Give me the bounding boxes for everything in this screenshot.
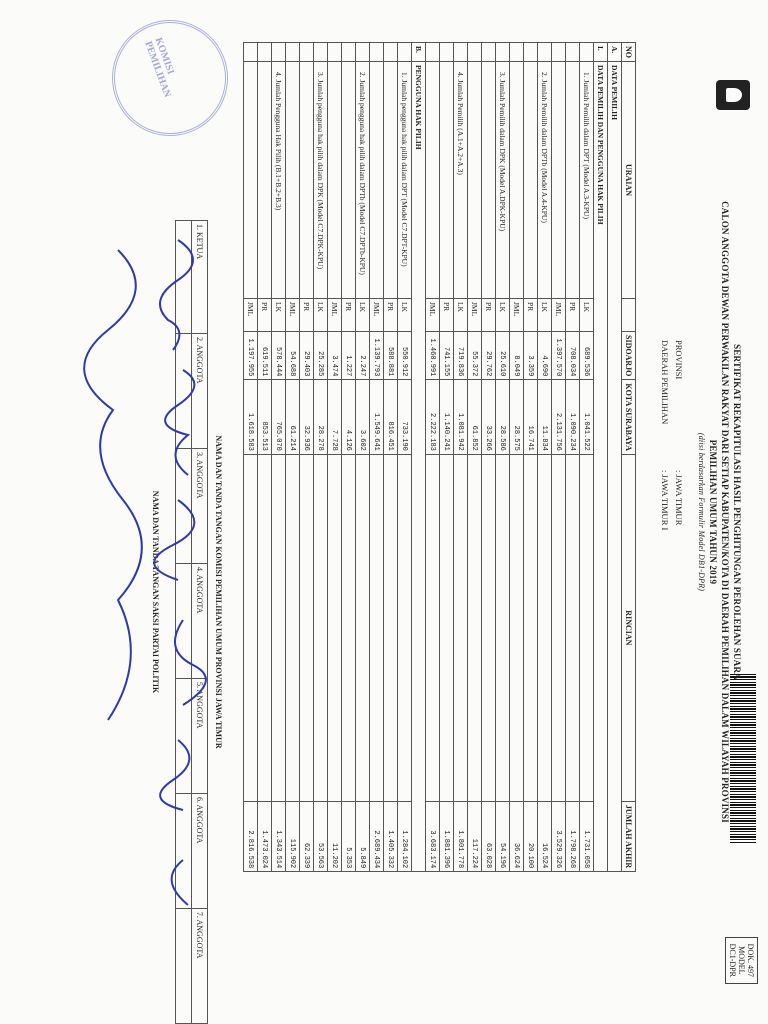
row-label: 4. Jumlah Pemilih (A.1+A.2+A.3)	[454, 62, 468, 299]
row-surabaya: 1.041.522	[580, 380, 594, 455]
row-gender: JML	[370, 299, 384, 332]
row-total: 5.353	[342, 801, 356, 871]
row-total: 1.284.102	[398, 801, 412, 871]
row-sidoarjo: 1.197.955	[244, 332, 258, 380]
row-label: 3. Jumlah pengguna hak pilih dalam DPK (Model C7.DPK-KPU)	[314, 62, 328, 299]
row-surabaya: 32.936	[300, 380, 314, 455]
col-surabaya: KOTA SURABAYA	[622, 380, 636, 455]
item-1-label: DATA PEMILIH DAN PENGGUNA HAK PILIH	[594, 62, 608, 872]
row-total: 3.683.174	[426, 801, 440, 871]
stamp-text: KOMISI PEMILIHAN	[142, 36, 177, 100]
row-surabaya: 33.266	[482, 380, 496, 455]
doc-form: DC1-DPR	[728, 943, 737, 977]
row-surabaya: 765.070	[272, 380, 286, 455]
row-surabaya: 16.741	[524, 380, 538, 455]
row-sidoarjo: 54.688	[286, 332, 300, 380]
kpu-role-label: 2. ANGGOTA	[192, 334, 208, 449]
row-surabaya: 11.834	[538, 380, 552, 455]
row-sidoarjo: 3.474	[328, 332, 342, 380]
col-uraian: URAIAN	[622, 62, 636, 299]
row-sidoarjo: 29.403	[300, 332, 314, 380]
saksi-signature-title: NAMA DAN TANDA TANGAN SAKSI PARTAI POLITIK	[151, 490, 160, 694]
row-gender: LK	[496, 299, 510, 332]
doc-model: MODEL	[737, 946, 746, 975]
row-surabaya: 61.852	[468, 380, 482, 455]
row-gender: JML	[552, 299, 566, 332]
provinsi-value: : JAWA TIMUR	[674, 470, 684, 526]
row-total: 1.405.332	[384, 801, 398, 871]
row-surabaya: 7.728	[328, 380, 342, 455]
row-label: 1. Jumlah pengguna hak pilih dalam DPT (Model C7.DPT-KPU)	[398, 62, 412, 299]
row-gender: PR	[482, 299, 496, 332]
provinsi-label: PROVINSI	[674, 340, 684, 380]
row-surabaya: 28.575	[510, 380, 524, 455]
row-surabaya: 1.090.234	[566, 380, 580, 455]
row-total: 1.343.514	[272, 801, 286, 871]
row-label: 4. Jumlah Pengguna Hak Pilih (B.1+B.2+B.3)	[272, 62, 286, 299]
row-sidoarjo: 1.139.793	[370, 332, 384, 380]
row-sidoarjo: 2.247	[356, 332, 370, 380]
row-surabaya: 2.131.756	[552, 380, 566, 455]
row-sidoarjo: 578.444	[272, 332, 286, 380]
title-line-1: SERTIFIKAT REKAPITULASI HASIL PENGHITUNGAN PEROLEHAN SUARA	[732, 344, 742, 680]
dapil-label: DAERAH PEMILIHAN	[660, 340, 670, 425]
col-jumlah: JUMLAH AKHIR	[622, 801, 636, 871]
row-label: 3. Jumlah Pemilih dalam DPK (Model A.DPK-KPU)	[496, 62, 510, 299]
row-surabaya: 4.126	[342, 380, 356, 455]
row-total: 2.689.434	[370, 801, 384, 871]
row-surabaya: 28.278	[314, 380, 328, 455]
row-gender: LK	[272, 299, 286, 332]
row-total: 1.798.268	[566, 801, 580, 871]
row-sidoarjo: 29.762	[482, 332, 496, 380]
row-gender: LK	[538, 299, 552, 332]
title-line-3: PEMILIHAN UMUM TAHUN 2019	[708, 439, 718, 585]
row-surabaya: 28.586	[496, 380, 510, 455]
row-gender: PR	[566, 299, 580, 332]
row-sidoarjo: 1.397.570	[552, 332, 566, 380]
row-sidoarjo: 708.034	[566, 332, 580, 380]
row-sidoarjo: 719.836	[454, 332, 468, 380]
row-total: 36.624	[510, 801, 524, 871]
row-sidoarjo: 8.049	[510, 332, 524, 380]
row-sidoarjo: 25.285	[314, 332, 328, 380]
row-surabaya: 3.602	[356, 380, 370, 455]
kpu-signature-title: NAMA DAN TANDA TANGAN KOMISI PEMILIHAN UMUM PROVINSI JAWA TIMUR	[214, 435, 223, 749]
row-total: 117.224	[468, 801, 482, 871]
row-total: 20.100	[524, 801, 538, 871]
row-total: 1.731.058	[580, 801, 594, 871]
kpu-role-label: 1. KETUA	[192, 221, 208, 334]
row-total: 115.902	[286, 801, 300, 871]
section-a-label: DATA PEMILIH	[608, 62, 622, 872]
kpu-role-label: 7. ANGGOTA	[192, 908, 208, 1023]
col-sidoarjo: SIDOARJO	[622, 332, 636, 380]
row-sidoarjo: 550.912	[398, 332, 412, 380]
row-surabaya: 1.081.942	[454, 380, 468, 455]
section-b-no: B.	[412, 43, 426, 62]
row-surabaya: 733.190	[398, 380, 412, 455]
row-sidoarjo: 741.155	[440, 332, 454, 380]
row-gender: JML	[426, 299, 440, 332]
row-surabaya: 853.513	[258, 380, 272, 455]
row-gender: PR	[524, 299, 538, 332]
row-gender: PR	[384, 299, 398, 332]
row-total: 2.816.538	[244, 801, 258, 871]
row-label: 2. Jumlah Pemilih dalam DPTb (Model A.4-KPU)	[538, 62, 552, 299]
row-surabaya: 1.549.641	[370, 380, 384, 455]
row-label: 2. Jumlah pengguna hak pilih dalam DPTb (Model C7.DPTb-KPU)	[356, 62, 370, 299]
title-line-4: (diisi berdasarkan Formulir Model DB1-DPR)	[697, 432, 706, 592]
row-total: 3.529.326	[552, 801, 566, 871]
row-gender: PR	[342, 299, 356, 332]
row-gender: LK	[398, 299, 412, 332]
row-sidoarjo: 1.460.991	[426, 332, 440, 380]
kpu-role-label: 5. ANGGOTA	[192, 678, 208, 793]
row-gender: JML	[510, 299, 524, 332]
title-line-2: CALON ANGGOTA DEWAN PERWAKILAN RAKYAT DARI SETIAP KABUPATEN/KOTA DI DAERAH PEMILIHAN DALAM WILAYAH PROVINSI	[720, 201, 730, 823]
row-surabaya: 1.618.583	[244, 380, 258, 455]
row-surabaya: 816.451	[384, 380, 398, 455]
row-gender: JML	[468, 299, 482, 332]
row-total: 5.849	[356, 801, 370, 871]
row-gender: JML	[286, 299, 300, 332]
row-gender: LK	[580, 299, 594, 332]
row-total: 62.339	[300, 801, 314, 871]
section-b-label: PENGGUNA HAK PILIH	[412, 62, 426, 872]
row-total: 63.028	[482, 801, 496, 871]
row-sidoarjo: 55.372	[468, 332, 482, 380]
item-1-no: I.	[594, 43, 608, 62]
row-label: 1. Jumlah Pemilih dalam DPT (Model A.3-KPU)	[580, 62, 594, 299]
row-total: 54.196	[496, 801, 510, 871]
row-total: 16.524	[538, 801, 552, 871]
row-gender: PR	[258, 299, 272, 332]
section-a-no: A.	[608, 43, 622, 62]
row-sidoarjo: 619.511	[258, 332, 272, 380]
row-gender: JML	[328, 299, 342, 332]
row-total: 1.801.778	[454, 801, 468, 871]
row-gender: LK	[314, 299, 328, 332]
col-rincian: RINCIAN	[622, 454, 636, 801]
row-sidoarjo: 25.610	[496, 332, 510, 380]
row-surabaya: 1.140.241	[440, 380, 454, 455]
row-gender: LK	[454, 299, 468, 332]
doc-number: DOK. 497	[746, 943, 755, 977]
kpu-role-label: 3. ANGGOTA	[192, 448, 208, 563]
row-sidoarjo: 1.227	[342, 332, 356, 380]
kpu-role-label: 6. ANGGOTA	[192, 793, 208, 908]
kpu-role-label: 4. ANGGOTA	[192, 563, 208, 678]
row-total: 1.881.396	[440, 801, 454, 871]
row-gender: PR	[300, 299, 314, 332]
row-sidoarjo: 689.536	[580, 332, 594, 380]
row-total: 53.563	[314, 801, 328, 871]
row-sidoarjo: 3.359	[524, 332, 538, 380]
row-sidoarjo: 588.881	[384, 332, 398, 380]
row-gender: LK	[356, 299, 370, 332]
row-sidoarjo: 4.690	[538, 332, 552, 380]
dapil-value: : JAWA TIMUR I	[660, 470, 670, 531]
row-surabaya: 2.222.183	[426, 380, 440, 455]
row-gender: JML	[244, 299, 258, 332]
col-no: NO	[622, 43, 636, 62]
row-total: 11.202	[328, 801, 342, 871]
row-surabaya: 61.214	[286, 380, 300, 455]
row-total: 1.473.024	[258, 801, 272, 871]
row-gender: PR	[440, 299, 454, 332]
